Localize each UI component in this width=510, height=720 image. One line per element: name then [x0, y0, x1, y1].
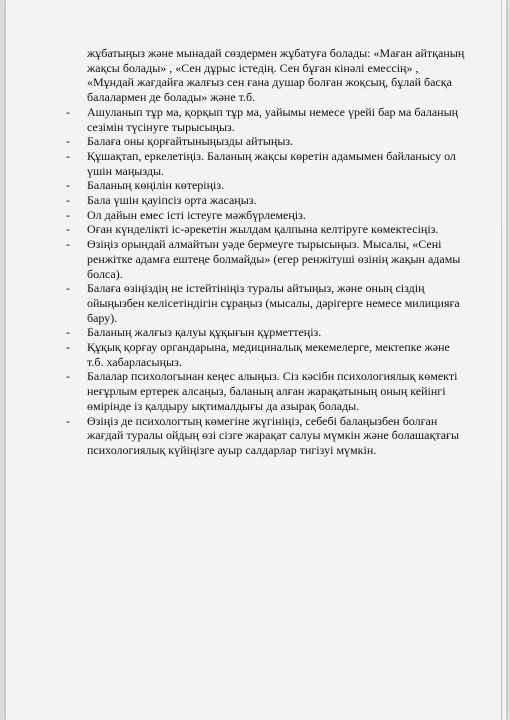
- list-item: - Балалар психологынан кеңес алыңыз. Сіз кәсіби психологиялық көмекті неғұрлым ертерек алсаңыз, баланың алған жарақатының оның кейінгі өмірінде із қалдыру ықтималдығы да азырақ болады.: [66, 369, 466, 413]
- document-body: [66, 46, 466, 458]
- list-item: - Балаға оны қорғайтыныңызды айтыңыз.: [66, 134, 466, 149]
- list-item: - Оған күнделікті іс-әрекетін жылдам қалпына келтіруге көмектесіңіз.: [66, 222, 466, 237]
- page-edge: [501, 0, 502, 720]
- list-item: - Өзіңіз де психологтың көмегіне жүгініңіз, себебі балаңызбен болған жағдай туралы ойдың өзі сізге жарақат салуы мүмкін және болашақтағы психологиялық күйіңізге ауыр салдарлар тигізуі мүмкін.: [66, 414, 466, 458]
- list-item: - Құшақтап, еркелетіңіз. Баланың жақсы көретін адамымен байланысу ол үшін маңызды.: [66, 149, 466, 178]
- list-item: - Балаға өзіңіздің не істейтініңіз туралы айтыңыз, және оның сіздің ойыңызбен келісетіндігін сұраңыз (мысалы, дәрігерге немесе милицияға бару).: [66, 281, 466, 325]
- intro-paragraph: жұбатыңыз және мынадай сөздермен жұбатуға болады: «Маған айтқаның жақсы болады» , «Сен дұрыс істедің. Сен бұған кінәлі емессің» , «Мұндай жағдайға жалғыз сен ғана душар болған жоқсың, бұлай басқа балалармен де болады» және т.б.: [87, 46, 465, 105]
- advice-list: [66, 105, 466, 458]
- list-item: - Ол дайын емес істі істеуге мәжбүрлемеңіз.: [66, 208, 466, 223]
- list-item: - Баланың көңілін көтеріңіз.: [66, 178, 466, 193]
- list-item: - Құқық қорғау органдарына, медициналық мекемелерге, мектепке және т.б. хабарласыңыз.: [66, 340, 466, 369]
- list-item: - Өзіңіз орындай алмайтын уәде бермеуге тырысыңыз. Мысалы, «Сені ренжітке адамға ештеңе болмайды» (егер ренжітуші өзінің жақын адамы болса).: [66, 237, 466, 281]
- list-item: - Бала үшін қауіпсіз орта жасаңыз.: [66, 193, 466, 208]
- list-item: - Ашуланып тұр ма, қорқып тұр ма, уайымы немесе үрейі бар ма баланың сезімін түсінуге тырысыңыз.: [66, 105, 466, 134]
- document-page: [6, 0, 506, 720]
- list-item: - Баланың жалғыз қалуы құқығын құрметтеңіз.: [66, 325, 466, 340]
